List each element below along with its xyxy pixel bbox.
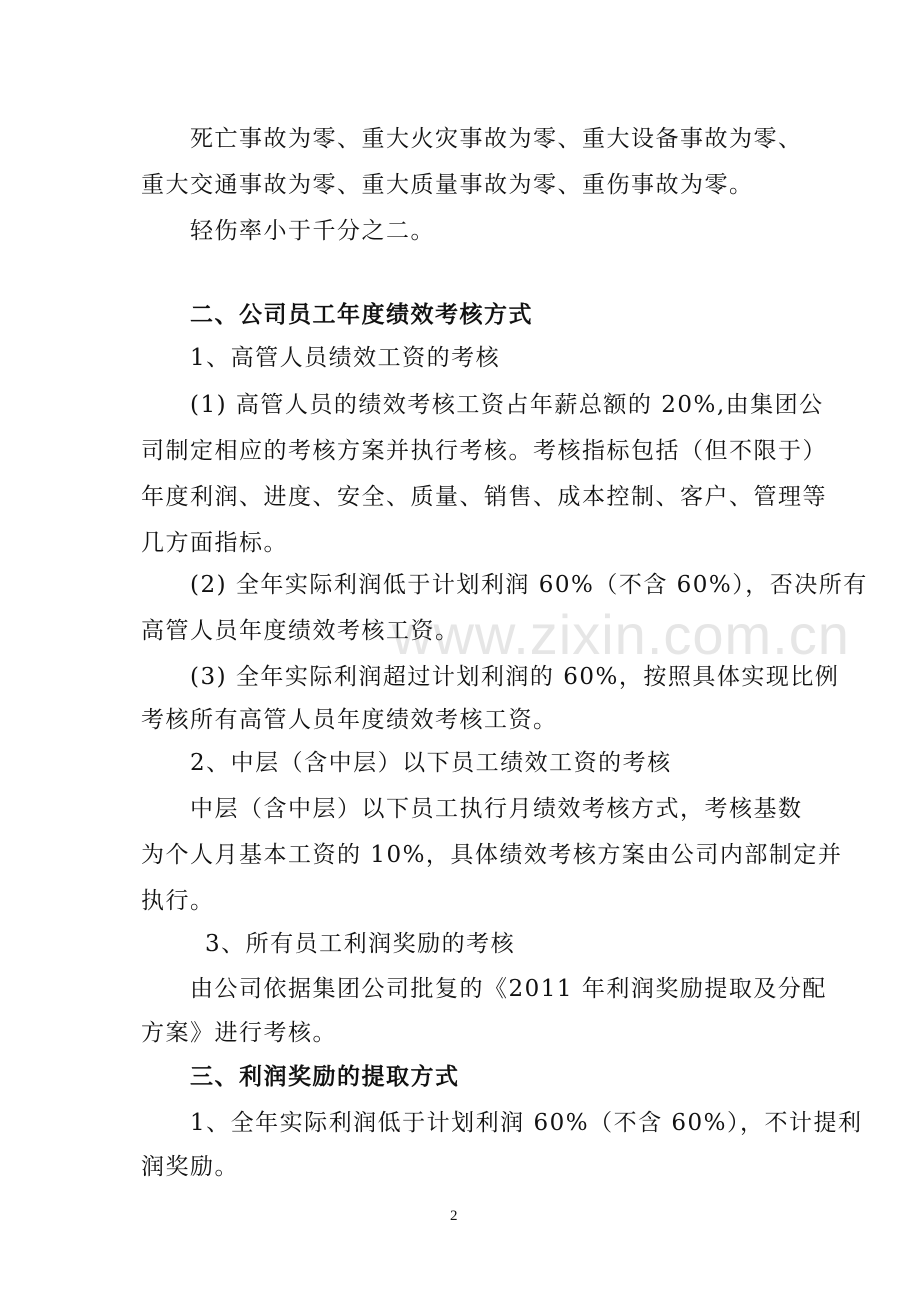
paragraph-line: 年度利润、进度、安全、质量、销售、成本控制、客户、管理等 [141,484,827,510]
paragraph-line: 1、全年实际利润低于计划利润 60%（不含 60%），不计提利 [190,1110,863,1136]
subsection-heading: 3、所有员工利润奖励的考核 [205,931,516,957]
watermark: www.zixin.com.cn [392,603,850,666]
page-number: 2 [450,1208,458,1224]
paragraph-line: 润奖励。 [141,1154,239,1180]
paragraph-line: 司制定相应的考核方案并执行考核。考核指标包括（但不限于） [141,438,827,464]
paragraph-line: 方案》进行考核。 [141,1020,337,1046]
paragraph-line: 考核所有高管人员年度绩效考核工资。 [141,707,558,733]
paragraph-line: (2) 全年实际利润低于计划利润 60%（不含 60%），否决所有 [190,572,868,598]
subsection-heading: 1、高管人员绩效工资的考核 [190,345,501,371]
subsection-heading: 2、中层（含中层）以下员工绩效工资的考核 [190,750,672,776]
paragraph-line: 由公司依据集团公司批复的《2011 年利润奖励提取及分配 [190,976,827,1002]
paragraph-line: 轻伤率小于千分之二。 [190,218,435,244]
paragraph-line: (1) 高管人员的绩效考核工资占年薪总额的 20%,由集团公 [190,392,824,418]
paragraph-line: 为个人月基本工资的 10%，具体绩效考核方案由公司内部制定并 [141,842,843,868]
paragraph-line: 执行。 [141,888,215,914]
section-heading: 三、利润奖励的提取方式 [190,1063,460,1090]
paragraph-line: 高管人员年度绩效考核工资。 [141,618,460,644]
paragraph-line: (3) 全年实际利润超过计划利润的 60%，按照具体实现比例 [190,664,840,690]
paragraph-line: 死亡事故为零、重大火灾事故为零、重大设备事故为零、 [190,126,803,152]
paragraph-line: 几方面指标。 [141,530,288,556]
section-heading: 二、公司员工年度绩效考核方式 [190,301,533,328]
paragraph-line: 中层（含中层）以下员工执行月绩效考核方式，考核基数 [190,796,803,822]
paragraph-line: 重大交通事故为零、重大质量事故为零、重伤事故为零。 [141,172,754,198]
